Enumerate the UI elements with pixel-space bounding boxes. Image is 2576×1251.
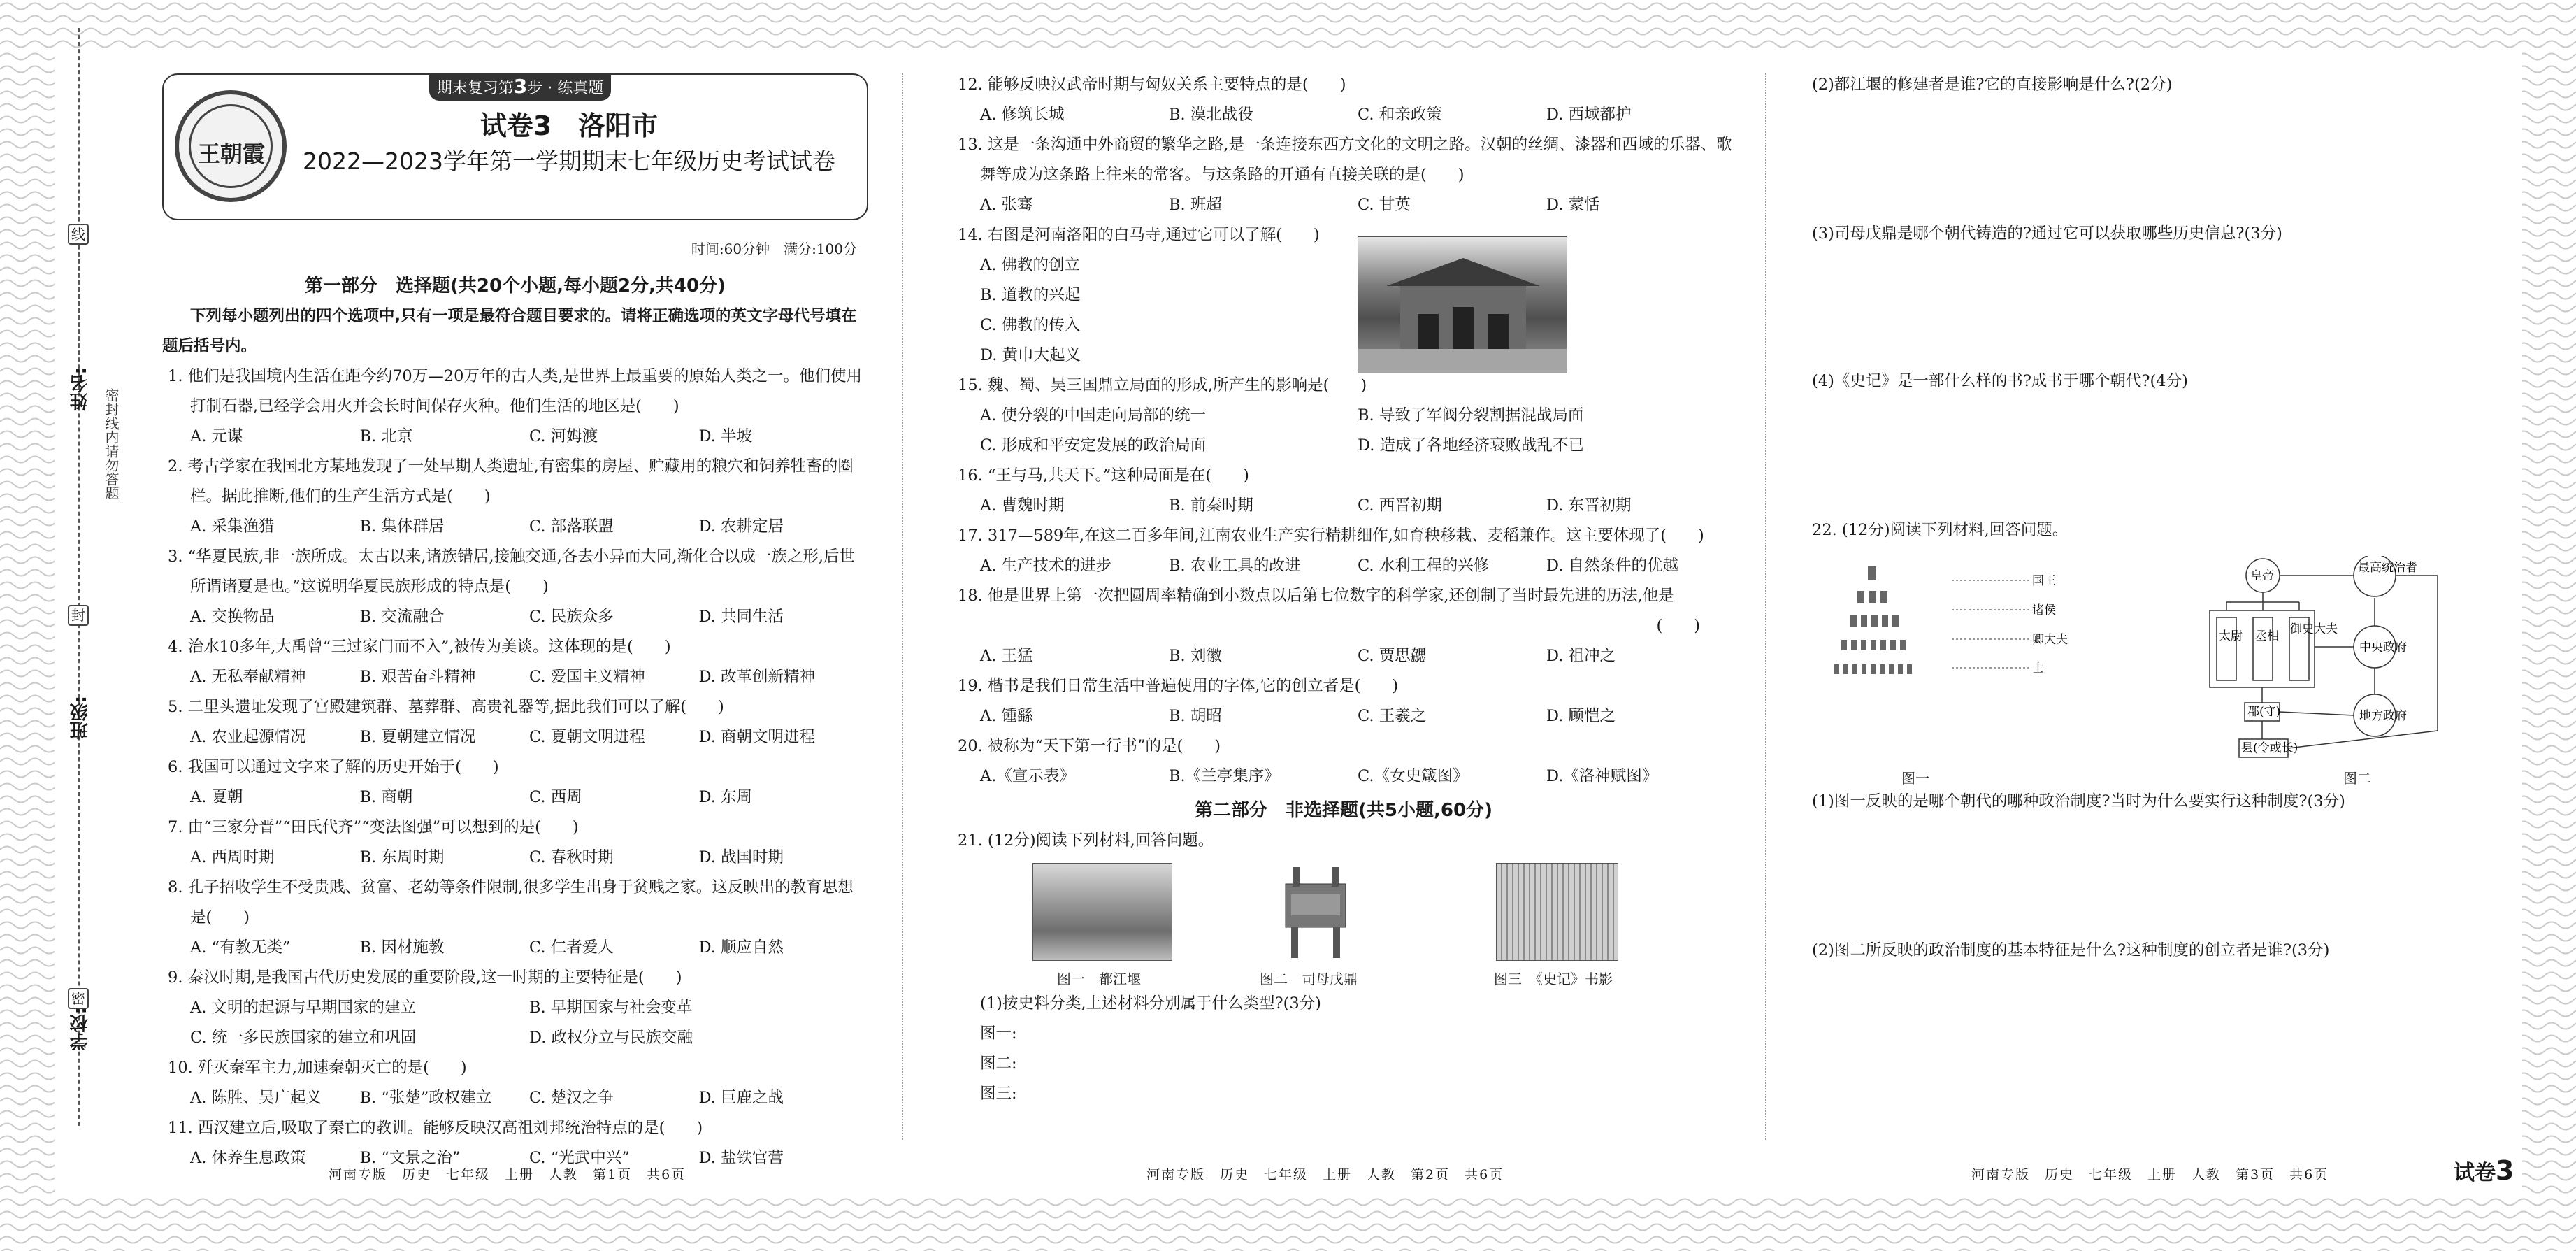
- option-group: [162, 782, 868, 813]
- option-C: C. 王羲之: [1358, 707, 1427, 725]
- q21-sub2: (2)都江堰的修建者是谁?它的直接影响是什么?(2分): [1812, 76, 2173, 94]
- option-group: [952, 100, 1735, 130]
- question-item: [162, 452, 868, 542]
- option-A: A. 王猛: [980, 647, 1033, 665]
- fig2-yushi: 御史大夫: [2290, 622, 2338, 636]
- question-stem: 18. 他是世界上第一次把圆周率精确到小数点以后第七位数字的科学家,还创制了当时最先进的历法,他是: [958, 587, 1674, 605]
- option-group: [952, 190, 1735, 220]
- dujiangyan-photo: [1032, 863, 1172, 961]
- page-footer: 河南专版 历史 七年级 上册 人教 第3页 共6页: [1971, 1167, 2329, 1182]
- q21-sub1: (1)按史料分类,上述材料分别属于什么类型?(3分): [980, 994, 1321, 1013]
- question-item: [952, 521, 1735, 581]
- option-B: B. 道教的兴起: [980, 286, 1081, 304]
- option-group: [162, 662, 868, 692]
- seal-mark-mi: 密: [68, 988, 89, 1009]
- part2-title: 第二部分 非选择题(共5小题,60分): [1195, 800, 1492, 821]
- option-C: C. 爱国主义精神: [529, 668, 645, 686]
- column-divider: [902, 73, 903, 1140]
- question-stem: 9. 秦汉时期,是我国古代历史发展的重要阶段,这一时期的主要特征是( ): [168, 968, 682, 987]
- caption-simuwu-ding: 图二 司母戊鼎: [1260, 971, 1358, 987]
- option-B: B. 集体群居: [359, 517, 445, 536]
- question-stem: 1. 他们是我国境内生活在距今约70万—20万年的古人类,是世界上最重要的原始人类之一。他们使用打制石器,已经学会用火并会长时间保存火种。他们生活的地区是( ): [168, 367, 863, 415]
- option-B: B. “张楚”政权建立: [359, 1089, 492, 1107]
- question-stem: 4. 治水10多年,大禹曾“三过家门而不入”,被传为美谈。这体现的是( ): [168, 638, 671, 656]
- fenfeng-pyramid-diagram: [1826, 559, 2078, 755]
- page-footer: 河南专版 历史 七年级 上册 人教 第1页 共6页: [329, 1167, 686, 1182]
- option-A: A. 农业起源情况: [190, 728, 306, 746]
- question-item: [952, 731, 1735, 792]
- exam-number-badge: 试卷3: [2454, 1155, 2514, 1186]
- question-stem: 10. 歼灭秦军主力,加速秦朝灭亡的是( ): [168, 1059, 467, 1077]
- question-item: [952, 371, 1735, 461]
- page-2-column: [952, 70, 1735, 1109]
- option-A: A. 文明的起源与早期国家的建立: [190, 999, 417, 1017]
- option-B: B. 夏朝建立情况: [359, 728, 476, 746]
- question-stem: 7. 由“三家分晋”“田氏代齐”“变法图强”可以想到的是( ): [168, 818, 579, 836]
- seal-note: 密封线内请勿答题: [103, 388, 120, 500]
- option-D: D. 蒙恬: [1546, 196, 1600, 214]
- exam-title: 试卷3 洛阳市: [480, 110, 659, 141]
- fig2-supreme: 最高统治者: [2358, 561, 2417, 575]
- question-item: [162, 362, 868, 452]
- q21-sub3: (3)司母戊鼎是哪个朝代铸造的?通过它可以获取哪些历史信息?(3分): [1812, 224, 2282, 243]
- option-C: C. 和亲政策: [1358, 106, 1442, 124]
- q21-figures: [952, 856, 1735, 989]
- question-stem: 11. 西汉建立后,吸取了秦亡的教训。能够反映汉高祖刘邦统治特点的是( ): [168, 1119, 703, 1137]
- fig1-label-shi: 士: [2032, 662, 2044, 675]
- question-stem: 5. 二里头遗址发现了宫殿建筑群、墓葬群、高贵礼器等,据此我们可以了解( ): [168, 698, 724, 716]
- option-A: A. 张骞: [980, 196, 1033, 214]
- question-stem: 14. 右图是河南洛阳的白马寺,通过它可以了解( ): [958, 226, 1320, 244]
- fig2-chengxiang: 丞相: [2255, 629, 2279, 643]
- option-C: C. 甘英: [1358, 196, 1411, 214]
- option-D: D. 顾恺之: [1546, 707, 1616, 725]
- question-stem: 13. 这是一条沟通中外商贸的繁华之路,是一条连接东西方文化的文明之路。汉朝的丝绸、漆器和西域的乐器、歌舞等成为这条路上往来的常客。与这条路的开通有直接关联的是( ): [958, 136, 1732, 184]
- option-D: D. 东晋初期: [1546, 496, 1632, 515]
- option-B: B. 早期国家与社会变革: [529, 999, 693, 1017]
- option-group: [952, 641, 1735, 671]
- question-item: [162, 692, 868, 752]
- simuwu-ding-image: [1277, 863, 1354, 961]
- time-score: 时间:60分钟 满分:100分: [691, 241, 857, 257]
- page-3-column: [1812, 70, 2518, 966]
- question-stem: 20. 被称为“天下第一行书”的是( ): [958, 737, 1221, 755]
- q22-sub1: (1)图一反映的是哪个朝代的哪种政治制度?当时为什么要实行这种制度?(3分): [1812, 792, 2345, 810]
- question-item: [162, 813, 868, 873]
- fig2-central: 中央政府: [2359, 641, 2407, 655]
- option-A: A. 锺繇: [980, 707, 1033, 725]
- option-D: D. 黄巾大起义: [980, 346, 1081, 364]
- option-B: B. 北京: [359, 427, 413, 445]
- fig2-caption: 图二: [2343, 770, 2371, 787]
- question-stem: 15. 魏、蜀、吴三国鼎立局面的形成,所产生的影响是( ): [958, 376, 1367, 394]
- question-stem: 12. 能够反映汉武帝时期与匈奴关系主要特点的是( ): [958, 76, 1346, 94]
- option-A: A. 无私奉献精神: [190, 668, 306, 686]
- option-D: D. 巨鹿之战: [698, 1089, 784, 1107]
- option-D: D. 祖冲之: [1546, 647, 1616, 665]
- option-D: D. 西域都护: [1546, 106, 1632, 124]
- fig2-emperor: 皇帝: [2250, 569, 2274, 583]
- option-group: [162, 512, 868, 542]
- option-B: B. 前秦时期: [1169, 496, 1253, 515]
- question-item: [952, 581, 1735, 671]
- option-B: B. 交流融合: [359, 608, 445, 626]
- option-C: C. 夏朝文明进程: [529, 728, 645, 746]
- name-label: 姓名:: [70, 367, 91, 411]
- question-item: [952, 70, 1735, 130]
- seal-mark-xian: 线: [68, 224, 89, 245]
- option-C: C. 楚汉之争: [529, 1089, 614, 1107]
- option-group: [162, 422, 868, 452]
- part1-title: 第一部分 选择题(共20个小题,每小题2分,共40分): [305, 276, 726, 296]
- caption-shiji: 图三 《史记》书影: [1494, 971, 1613, 987]
- part1-instruction: 下列每小题列出的四个选项中,只有一项是最符合题目要求的。请将正确选项的英文字母代号填在题后括号内。: [162, 307, 857, 355]
- option-group: [162, 602, 868, 632]
- question-item: [162, 632, 868, 692]
- caption-dujiangyan: 图一 都江堰: [1057, 971, 1141, 987]
- option-C: C. 佛教的传入: [980, 316, 1081, 334]
- option-A: A. “有教无类”: [190, 938, 291, 957]
- option-D: D. 商朝文明进程: [698, 728, 816, 746]
- option-D: D. 东周: [698, 788, 753, 806]
- option-group: [952, 551, 1735, 581]
- option-group: [162, 933, 868, 963]
- question-item: [162, 752, 868, 813]
- option-C: C. 春秋时期: [529, 848, 614, 866]
- option-A: A. 休养生息政策: [190, 1149, 306, 1167]
- fig1-label-king: 国王: [2032, 574, 2056, 588]
- option-A: A. 夏朝: [190, 788, 243, 806]
- page-footer: 河南专版 历史 七年级 上册 人教 第2页 共6页: [1146, 1167, 1504, 1182]
- option-A: A.《宣示表》: [980, 767, 1075, 785]
- school-label: 学校:: [70, 1007, 91, 1051]
- option-C: C. 形成和平安定发展的政治局面: [980, 436, 1207, 455]
- q21-stem: 21. (12分)阅读下列材料,回答问题。: [958, 831, 1214, 850]
- q22-stem: 22. (12分)阅读下列材料,回答问题。: [1812, 521, 2068, 539]
- question-list: [162, 362, 868, 1173]
- class-label: 班级:: [70, 696, 91, 740]
- publisher-logo: 王朝霞: [175, 90, 287, 202]
- seal-line: [78, 28, 80, 1126]
- q21-blank-1: 图一:: [980, 1024, 1017, 1043]
- q22-figures: [1812, 545, 2518, 787]
- question-item: [952, 461, 1735, 521]
- column-divider: [1765, 73, 1766, 1140]
- question-item: [162, 963, 868, 1053]
- question-stem: 3. “华夏民族,非一族所成。太古以来,诸族错居,接触交通,各去小异而大同,渐化合以成一族之形,后世所谓诸夏是也。”这说明华夏民族形成的特点是( ): [168, 548, 856, 596]
- fig2-xian: 县(令或长): [2241, 741, 2298, 755]
- option-C: C. 河姆渡: [529, 427, 598, 445]
- option-B: B. 刘徽: [1169, 647, 1222, 665]
- option-group: [162, 843, 868, 873]
- option-A: A. 生产技术的进步: [980, 557, 1112, 575]
- question-stem: 8. 孔子招收学生不受贵贱、贫富、老幼等条件限制,很多学生出身于贫贱之家。这反映出的教育思想是( ): [168, 878, 854, 927]
- option-B: B. 商朝: [359, 788, 413, 806]
- option-D: D. 政权分立与民族交融: [529, 1029, 693, 1047]
- fig1-label-zhuhou: 诸侯: [2032, 603, 2056, 617]
- option-B: B. 农业工具的改进: [1169, 557, 1301, 575]
- option-B: B. 东周时期: [359, 848, 445, 866]
- option-B: B. “文景之治”: [359, 1149, 461, 1167]
- q21-blank-3: 图三:: [980, 1085, 1017, 1103]
- seal-mark-feng: 封: [68, 605, 89, 626]
- question-item: [162, 1053, 868, 1113]
- baima-temple-photo: [1358, 236, 1567, 373]
- option-C: C. 统一多民族国家的建立和巩固: [190, 1029, 417, 1047]
- answer-paren: ( ): [1656, 617, 1700, 635]
- q21-sub4: (4)《史记》是一部什么样的书?成书于哪个朝代?(4分): [1812, 372, 2188, 390]
- option-C: C. 民族众多: [529, 608, 614, 626]
- option-group: [162, 1083, 868, 1113]
- page-1-column: [162, 73, 868, 1173]
- option-D: D. 造成了各地经济衰败战乱不已: [1358, 436, 1585, 455]
- option-A: A. 修筑长城: [980, 106, 1065, 124]
- option-C: C. 西晋初期: [1358, 496, 1442, 515]
- question-item: [162, 542, 868, 632]
- option-B: B. 艰苦奋斗精神: [359, 668, 476, 686]
- option-A: A. 使分裂的中国走向局部的统一: [980, 406, 1207, 424]
- option-A: A. 陈胜、吴广起义: [190, 1089, 322, 1107]
- exam-header: [162, 73, 868, 220]
- option-D: D. 共同生活: [698, 608, 784, 626]
- option-B: B. 因材施教: [359, 938, 445, 957]
- shiji-page-image: [1496, 863, 1618, 961]
- question-list: [952, 70, 1735, 792]
- option-B: B. 胡昭: [1169, 707, 1222, 725]
- option-A: A. 曹魏时期: [980, 496, 1065, 515]
- option-D: D. 自然条件的优越: [1546, 557, 1679, 575]
- question-item: [952, 220, 1735, 371]
- option-C: C. “光武中兴”: [529, 1149, 630, 1167]
- option-C: C. 仁者爱人: [529, 938, 614, 957]
- question-item: [952, 130, 1735, 220]
- exam-subtitle: 2022—2023学年第一学期期末七年级历史考试试卷: [303, 148, 835, 175]
- question-stem: 16. “王与马,共天下。”这种局面是在( ): [958, 466, 1249, 485]
- option-B: B. 班超: [1169, 196, 1222, 214]
- option-D: D.《洛神赋图》: [1546, 767, 1658, 785]
- option-group: [952, 762, 1735, 792]
- option-A: A. 元谋: [190, 427, 243, 445]
- option-C: C. 贾思勰: [1358, 647, 1427, 665]
- q21-blank-2: 图二:: [980, 1055, 1017, 1073]
- option-group: [952, 701, 1735, 731]
- question-stem: 17. 317—589年,在这二百多年间,江南农业生产实行精耕细作,如育秧移栽、麦稻兼作。这主要体现了( ): [958, 527, 1704, 545]
- option-B: B. 漠北战役: [1169, 106, 1253, 124]
- option-A: A. 采集渔猎: [190, 517, 275, 536]
- option-B: B. 导致了军阀分裂割据混战局面: [1358, 406, 1584, 424]
- option-B: B.《兰亭集序》: [1169, 767, 1280, 785]
- option-C: C. 水利工程的兴修: [1358, 557, 1490, 575]
- fig1-label-qingdafu: 卿大夫: [2032, 633, 2068, 647]
- q22-sub2: (2)图二所反映的政治制度的基本特征是什么?这种制度的创立者是谁?(3分): [1812, 941, 2330, 959]
- fig2-taiwei: 太尉: [2219, 629, 2243, 643]
- fig1-caption: 图一: [1901, 770, 1929, 787]
- option-C: C. 西周: [529, 788, 582, 806]
- junxian-structure-diagram: [2200, 556, 2466, 766]
- fig2-local: 地方政府: [2359, 709, 2407, 723]
- option-D: D. 盐铁官营: [698, 1149, 784, 1167]
- question-item: [162, 873, 868, 963]
- question-stem: 2. 考古学家在我国北方某地发现了一处早期人类遗址,有密集的房屋、贮藏用的粮穴和饲养牲畜的圈栏。据此推断,他们的生产生活方式是( ): [168, 457, 854, 506]
- option-D: D. 农耕定居: [698, 517, 784, 536]
- option-group: [952, 401, 1735, 461]
- option-D: D. 半坡: [698, 427, 753, 445]
- option-group: [952, 491, 1735, 521]
- option-D: D. 改革创新精神: [698, 668, 816, 686]
- option-D: D. 顺应自然: [698, 938, 784, 957]
- option-A: A. 佛教的创立: [980, 256, 1081, 274]
- option-group: [162, 993, 868, 1053]
- question-item: [952, 671, 1735, 731]
- option-A: A. 西周时期: [190, 848, 275, 866]
- question-stem: 19. 楷书是我们日常生活中普遍使用的字体,它的创立者是( ): [958, 677, 1399, 695]
- option-C: C.《女史箴图》: [1358, 767, 1469, 785]
- option-D: D. 战国时期: [698, 848, 784, 866]
- option-C: C. 部落联盟: [529, 517, 614, 536]
- option-A: A. 交换物品: [190, 608, 275, 626]
- fig2-jun: 郡(守): [2247, 705, 2281, 719]
- option-group: [162, 722, 868, 752]
- review-step-tag: 期末复习第3步 · 练真题: [429, 73, 611, 101]
- option-group: [952, 250, 1735, 371]
- question-stem: 6. 我国可以通过文字来了解的历史开始于( ): [168, 758, 499, 776]
